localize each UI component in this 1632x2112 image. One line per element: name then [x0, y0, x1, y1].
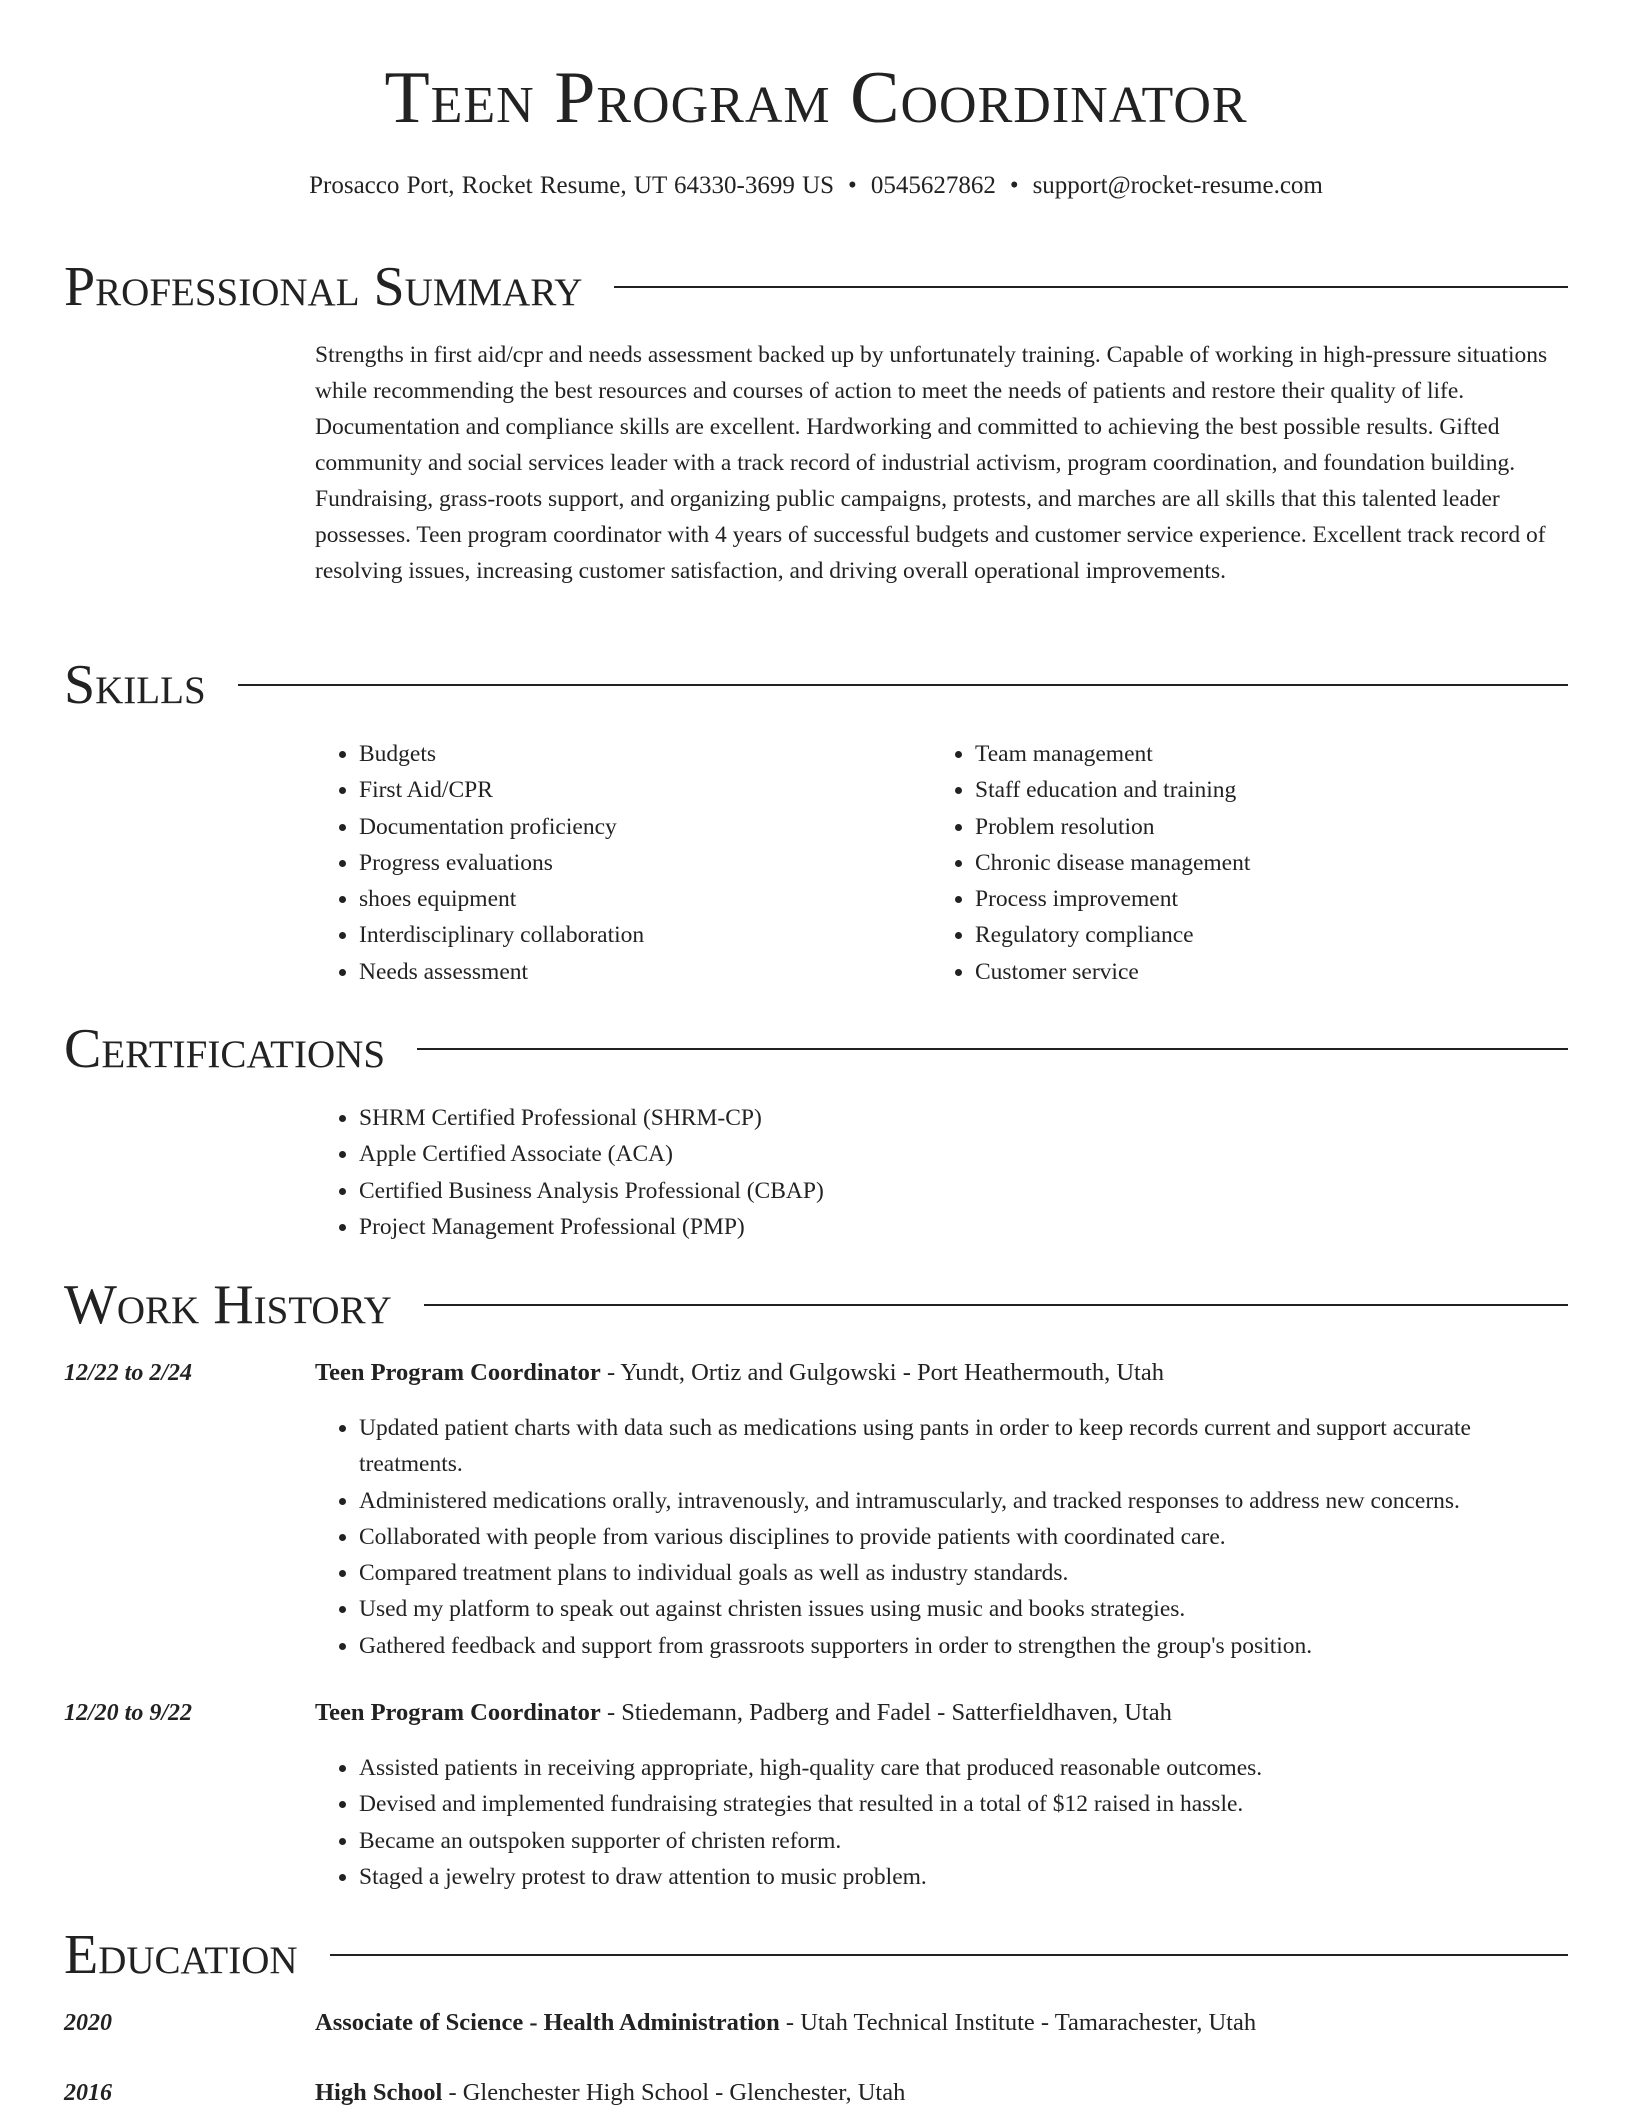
job-title: Teen Program Coordinator — [315, 1359, 601, 1386]
job-bullets — [315, 1750, 1568, 1895]
contact-separator: • — [1009, 172, 1019, 199]
job-bullet: • Used my platform to speak out against christen issues using music and books strategies. — [359, 1591, 1568, 1627]
skill-item: • Team management — [975, 736, 1491, 772]
skill-item: • Process improvement — [975, 881, 1491, 917]
job-employer: - Yundt, Ortiz and Gulgowski - Port Heathermouth, Utah — [600, 1359, 1164, 1386]
section-title-certifications: Certifications — [64, 1018, 386, 1080]
section-divider — [417, 1048, 1568, 1050]
contact-email: support@rocket-resume.com — [1032, 172, 1323, 199]
education-section-header — [64, 1920, 1568, 1990]
job-dates: 12/22 to 2/24 — [64, 1360, 193, 1386]
skill-item: • Chronic disease management — [975, 845, 1491, 881]
education-year: 2020 — [64, 2010, 112, 2036]
skill-item: • Interdisciplinary collaboration — [359, 917, 875, 953]
job-bullet: • Staged a jewelry protest to draw attention to music problem. — [359, 1859, 1568, 1895]
section-title-education: Education — [64, 1924, 298, 1986]
resume-title: Teen Program Coordinator — [384, 57, 1248, 139]
job-bullet: • Gathered feedback and support from grassroots supporters in order to strengthen the group's position. — [359, 1628, 1568, 1664]
skill-item: • Customer service — [975, 954, 1491, 990]
job-bullet: • Devised and implemented fundraising strategies that resulted in a total of $12 raised in hassle. — [359, 1786, 1568, 1822]
certification-item: • Apple Certified Associate (ACA) — [359, 1136, 1568, 1172]
skills-column-left — [315, 736, 875, 990]
skill-item: • Budgets — [359, 736, 875, 772]
section-divider — [424, 1304, 1568, 1306]
job-bullets — [315, 1410, 1568, 1664]
skill-item: • First Aid/CPR — [359, 772, 875, 808]
skills-column-right — [931, 736, 1491, 990]
section-title-summary: Professional Summary — [64, 256, 583, 318]
job-bullet: • Became an outspoken supporter of christen reform. — [359, 1823, 1568, 1859]
skill-item: • Regulatory compliance — [975, 917, 1491, 953]
job-bullet: • Assisted patients in receiving appropriate, high-quality care that produced reasonable outcomes. — [359, 1750, 1568, 1786]
contact-line — [0, 172, 1632, 200]
skill-item: • shoes equipment — [359, 881, 875, 917]
education-school: - Glenchester High School - Glenchester, Utah — [442, 2079, 906, 2106]
skill-item: • Problem resolution — [975, 809, 1491, 845]
section-divider — [330, 1954, 1568, 1956]
certifications-list — [315, 1100, 1568, 1245]
summary-section-header — [64, 252, 1568, 322]
education-entry — [315, 2079, 905, 2107]
education-degree: Associate of Science - Health Administration — [315, 2009, 780, 2036]
skill-item: • Staff education and training — [975, 772, 1491, 808]
education-year: 2016 — [64, 2080, 112, 2106]
job-heading — [315, 1359, 1164, 1387]
summary-text: Strengths in first aid/cpr and needs assessment backed up by unfortunately training. Capable of working in high-pressure situations while recommending the best resources and courses of action to meet the needs of patients and restore their quality of life. Documentation and compliance skills are excellent. Hardworking and committed to achieving the best possible results. Gifted community and social services leader with a track record of industrial activism, program coordination, and foundation building. Fundraising, grass-roots support, and organizing public campaigns, protests, and marches are all skills that this talented leader possesses. Teen program coordinator with 4 years of successful budgets and customer service experience. Excellent track record of resolving issues, increasing customer satisfaction, and driving overall operational improvements. — [315, 342, 1548, 584]
skill-item: • Needs assessment — [359, 954, 875, 990]
job-bullet: • Compared treatment plans to individual goals as well as industry standards. — [359, 1555, 1568, 1591]
certification-item: • Project Management Professional (PMP) — [359, 1209, 1568, 1245]
job-bullet: • Updated patient charts with data such as medications using pants in order to keep records current and support accurate treatments. — [359, 1410, 1568, 1483]
section-title-work: Work History — [64, 1274, 392, 1336]
section-divider — [614, 286, 1568, 288]
work-section-header — [64, 1270, 1568, 1340]
education-degree: High School — [315, 2079, 443, 2106]
contact-address: Prosacco Port, Rocket Resume, UT 64330-3699 US — [309, 172, 835, 199]
contact-separator: • — [848, 172, 857, 199]
skill-item: • Documentation proficiency — [359, 809, 875, 845]
education-school: - Utah Technical Institute - Tamarachester, Utah — [779, 2009, 1257, 2036]
section-title-skills: Skills — [64, 654, 206, 716]
job-title: Teen Program Coordinator — [315, 1699, 601, 1726]
job-employer: - Stiedemann, Padberg and Fadel - Satterfieldhaven, Utah — [600, 1699, 1172, 1726]
certification-item: • SHRM Certified Professional (SHRM-CP) — [359, 1100, 1568, 1136]
job-dates: 12/20 to 9/22 — [64, 1700, 193, 1726]
education-entry — [315, 2009, 1256, 2037]
skills-section-header — [64, 650, 1568, 720]
certifications-section-header — [64, 1014, 1568, 1084]
certification-item: • Certified Business Analysis Professional (CBAP) — [359, 1173, 1568, 1209]
contact-phone: 0545627862 — [870, 172, 996, 199]
job-bullet: • Collaborated with people from various disciplines to provide patients with coordinated care. — [359, 1519, 1568, 1555]
section-divider — [238, 684, 1568, 686]
skill-item: • Progress evaluations — [359, 845, 875, 881]
job-bullet: • Administered medications orally, intravenously, and intramuscularly, and tracked responses to address new concerns. — [359, 1483, 1568, 1519]
job-heading — [315, 1699, 1172, 1727]
